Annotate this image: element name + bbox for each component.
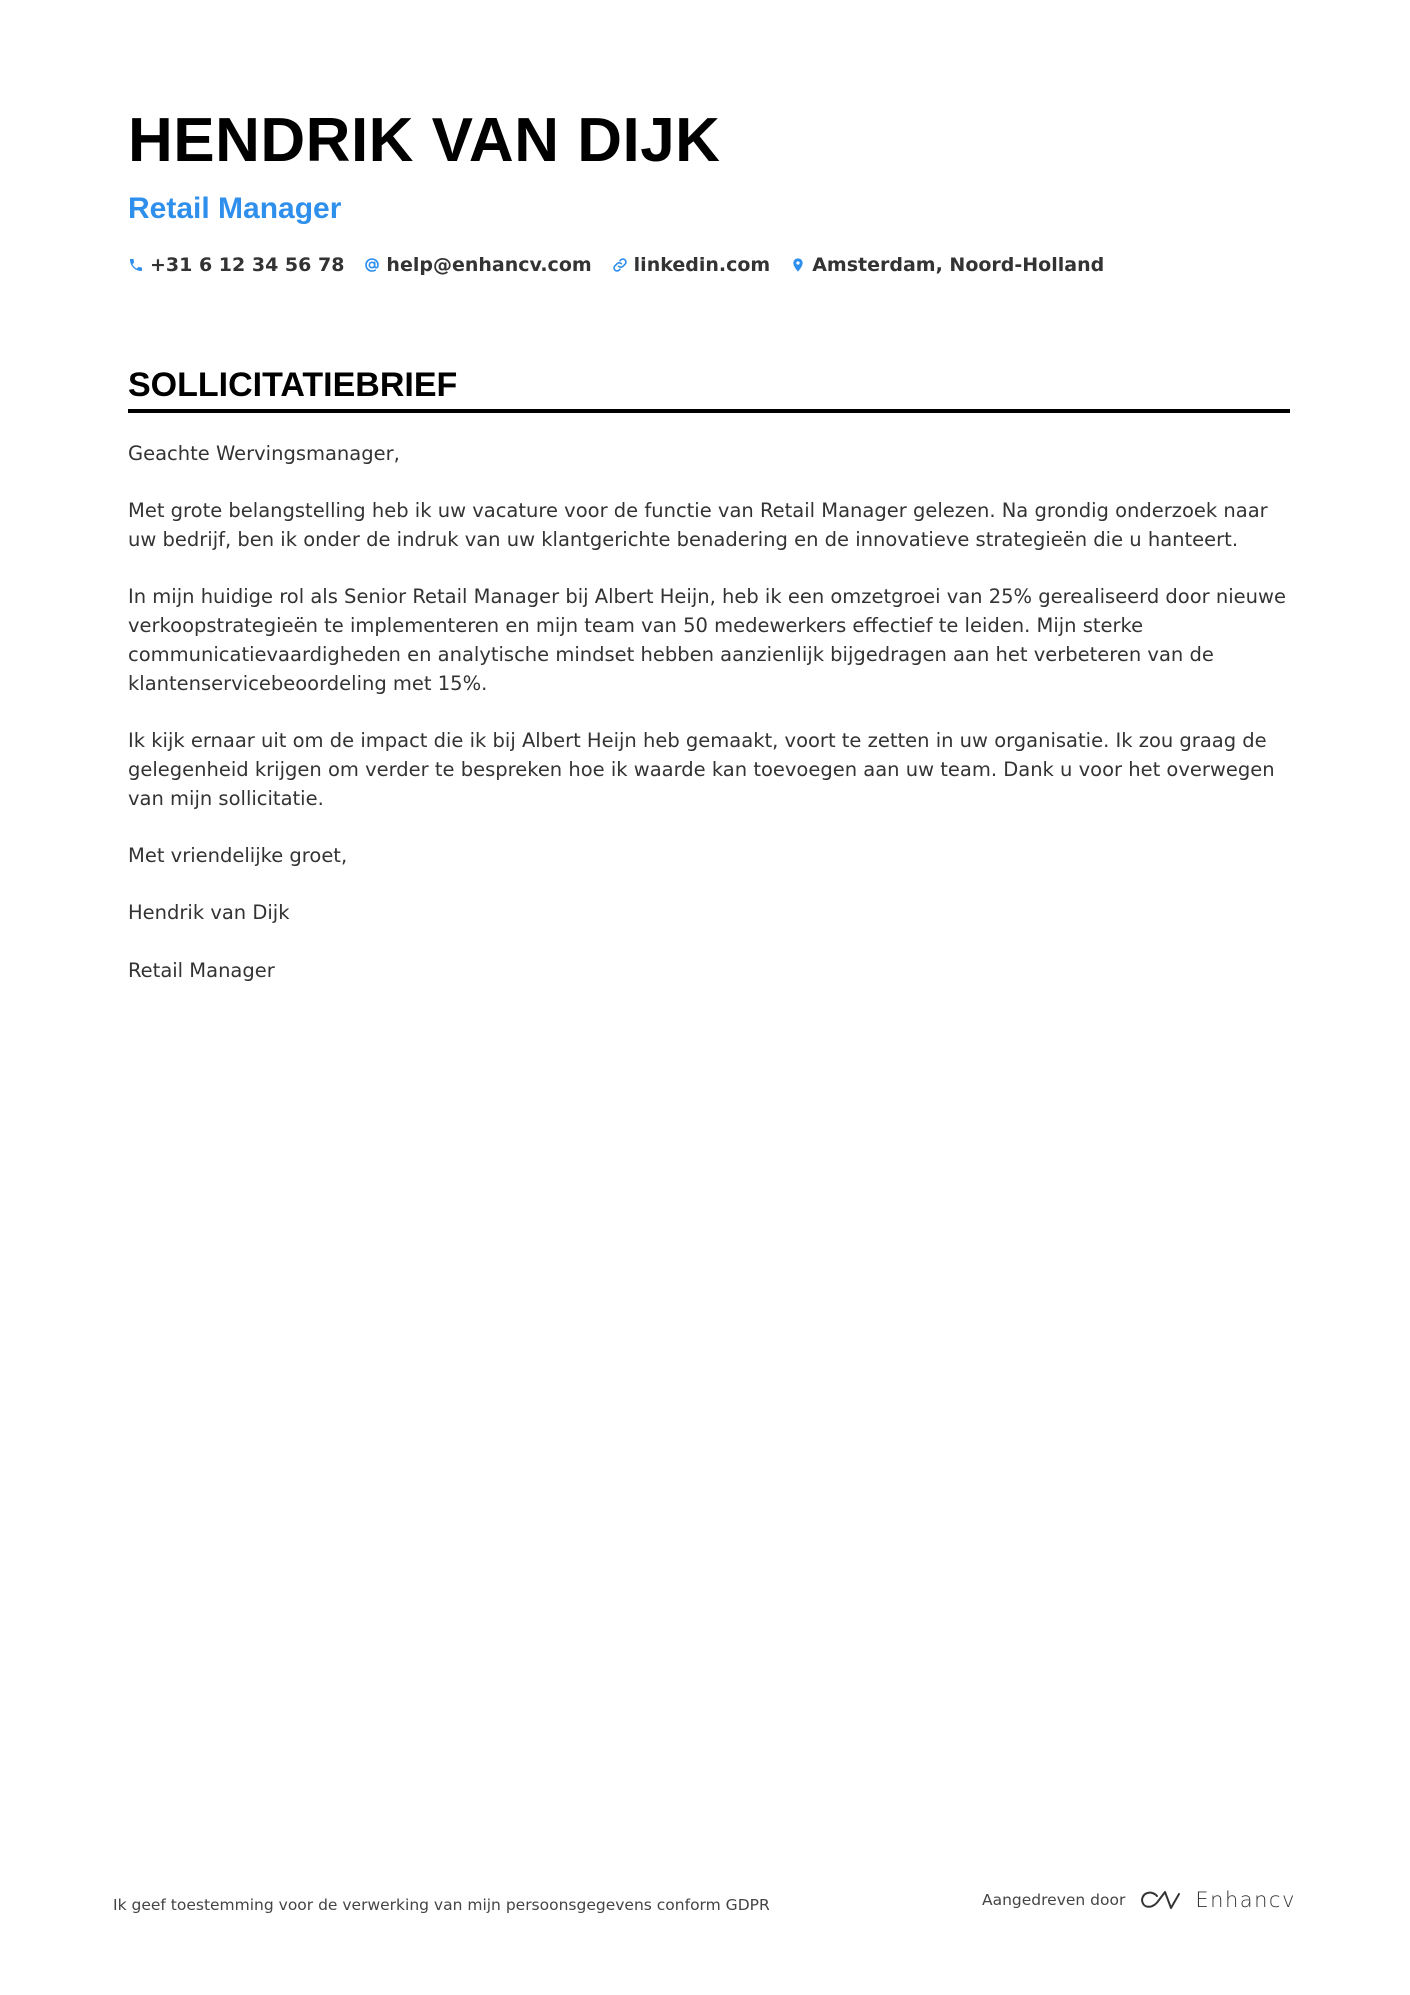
letter-paragraph: Met grote belangstelling heb ik uw vacature voor de functie van Retail Manager gelezen. Na grondig onderzoek naar uw bedrijf, ben ik onder de indruk van uw klantgerichte benadering en de innovatieve strategieën die u hanteert.	[128, 499, 1268, 552]
link-icon	[612, 257, 628, 273]
section-divider	[128, 409, 1290, 413]
at-sign-icon	[364, 257, 380, 273]
contact-phone[interactable]	[128, 254, 344, 276]
powered-by[interactable]	[982, 1888, 1296, 1912]
location-text: Amsterdam, Noord-Holland	[812, 254, 1105, 276]
contact-linkedin[interactable]	[612, 254, 771, 276]
phone-icon	[128, 257, 144, 273]
contact-location	[790, 254, 1104, 276]
section-title: SOLLICITATIEBRIEF	[128, 366, 458, 404]
location-pin-icon	[790, 257, 806, 273]
brand-name: Enhancv	[1195, 1888, 1296, 1912]
enhancv-logo-icon	[1137, 1888, 1183, 1912]
gdpr-consent-text: Ik geef toestemming voor de verwerking van mijn persoonsgegevens conform GDPR	[113, 1896, 770, 1914]
candidate-name: HENDRIK VAN DIJK	[128, 106, 721, 175]
linkedin-text: linkedin.com	[633, 254, 771, 276]
candidate-role: Retail Manager	[128, 192, 342, 225]
letter-greeting: Geachte Wervingsmanager,	[128, 442, 400, 465]
phone-text: +31 6 12 34 56 78	[150, 254, 345, 276]
contact-bar	[128, 254, 1124, 276]
contact-email[interactable]	[364, 254, 591, 276]
letter-paragraph: In mijn huidige rol als Senior Retail Manager bij Albert Heijn, heb ik een omzetgroei van 25% gerealiseerd door nieuwe verkoopstrategieën te implementeren en mijn team van 50 medewerkers effectief te leiden. Mijn sterke communicatievaardigheden en analytische mindset hebben aanzienlijk bijgedragen aan het verbeteren van de klantenservicebeoordeling met 15%.	[128, 585, 1286, 695]
signature-name: Hendrik van Dijk	[128, 901, 290, 925]
letter-closing: Met vriendelijke groet,	[128, 843, 348, 867]
email-text: help@enhancv.com	[386, 254, 592, 276]
signature-title: Retail Manager	[128, 958, 275, 982]
powered-by-label: Aangedreven door	[982, 1891, 1126, 1909]
letter-body	[128, 440, 1290, 1014]
letter-paragraph: Ik kijk ernaar uit om de impact die ik bij Albert Heijn heb gemaakt, voort te zetten in uw organisatie. Ik zou graag de gelegenheid krijgen om verder te bespreken hoe ik waarde kan toevoegen aan uw team. Dank u voor het overwegen van mijn sollicitatie.	[128, 729, 1275, 810]
